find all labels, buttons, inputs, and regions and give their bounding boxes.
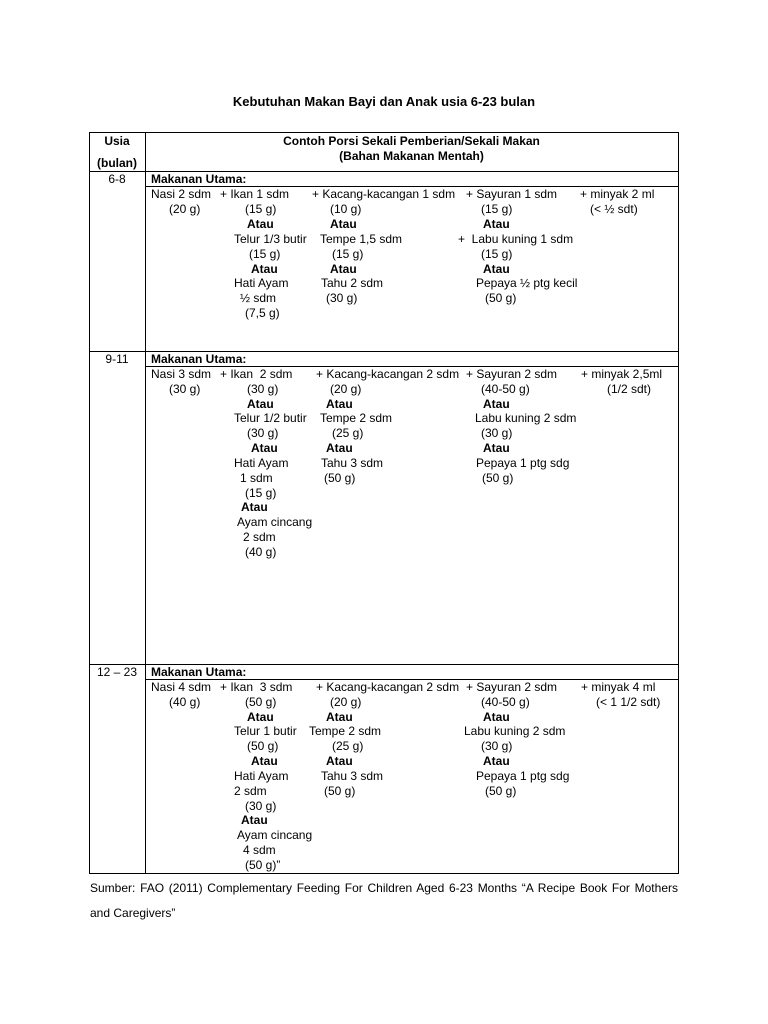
atau-label: Atau [251, 441, 278, 455]
atau-label: Atau [483, 262, 510, 276]
minyak-weight: (1/2 sdt) [607, 382, 652, 396]
ayam-weight: (50 g)” [245, 858, 281, 872]
atau-label: Atau [483, 217, 510, 231]
tahu-weight: (50 g) [324, 784, 356, 798]
tahu-amount: Tahu 3 sdm [321, 769, 384, 783]
pepaya-weight: (50 g) [485, 784, 517, 798]
row-heading: Makanan Utama: [151, 352, 247, 366]
kacang-amount: + Kacang-kacangan 1 sdm [312, 187, 456, 201]
tahu-amount: Tahu 2 sdm [321, 276, 384, 290]
minyak-amount: + minyak 2,5ml [581, 367, 663, 381]
table-border-bottom [89, 873, 679, 874]
hati-quantity: 1 sdm [240, 471, 273, 485]
atau-label: Atau [241, 500, 268, 514]
nasi-amount: Nasi 3 sdm [151, 367, 212, 381]
labu-weight: (15 g) [481, 247, 513, 261]
telur-weight: (50 g) [247, 739, 279, 753]
atau-label: Atau [483, 397, 510, 411]
tahu-weight: (30 g) [326, 291, 358, 305]
tahu-amount: Tahu 3 sdm [321, 456, 384, 470]
minyak-amount: + minyak 4 ml [581, 680, 656, 694]
row-age-9-11: 9-11 [105, 352, 129, 366]
hati-amount: Hati Ayam [234, 276, 289, 290]
sayur-weight: (40-50 g) [481, 382, 530, 396]
pepaya-weight: (50 g) [485, 291, 517, 305]
table-border-top [89, 132, 679, 133]
hati-weight: (30 g) [245, 799, 277, 813]
atau-label: Atau [483, 754, 510, 768]
sayur-amount: + Sayuran 2 sdm [466, 680, 558, 694]
kacang-weight: (10 g) [330, 202, 362, 216]
nasi-amount: Nasi 4 sdm [151, 680, 212, 694]
ayam-quantity: 2 sdm [243, 530, 276, 544]
atau-label: Atau [326, 754, 353, 768]
header-portion-label: Contoh Porsi Sekali Pemberian/Sekali Makan [283, 134, 540, 148]
nasi-weight: (20 g) [169, 202, 201, 216]
atau-label: Atau [247, 710, 274, 724]
labu-weight: (30 g) [481, 426, 513, 440]
tempe-amount: Tempe 1,5 sdm [320, 232, 403, 246]
atau-label: Atau [326, 441, 353, 455]
row-age-6-8: 6-8 [108, 172, 126, 186]
ikan-weight: (50 g) [245, 695, 277, 709]
pepaya-amount: Pepaya ½ ptg kecil [476, 276, 578, 290]
table-border-left [89, 132, 90, 874]
minyak-weight: (< ½ sdt) [590, 202, 638, 216]
hati-amount: Hati Ayam [234, 456, 289, 470]
source-citation: Sumber: FAO (2011) Complementary Feeding For Children Aged 6-23 Months “A Recipe Book For Mothers and Caregivers” [90, 881, 678, 920]
telur-amount: Telur 1 butir [234, 724, 297, 738]
tempe-weight: (25 g) [332, 426, 364, 440]
page-title: Kebutuhan Makan Bayi dan Anak usia 6-23 bulan [232, 94, 536, 109]
tempe-amount: Tempe 2 sdm [309, 724, 382, 738]
sayur-weight: (15 g) [481, 202, 513, 216]
tahu-weight: (50 g) [324, 471, 356, 485]
column-divider [145, 132, 146, 874]
sayur-amount: + Sayuran 2 sdm [466, 367, 558, 381]
atau-label: Atau [247, 397, 274, 411]
labu-amount: + Labu kuning 1 sdm [458, 232, 574, 246]
atau-label: Atau [326, 397, 353, 411]
nasi-amount: Nasi 2 sdm [151, 187, 212, 201]
ayam-weight: (40 g) [245, 545, 277, 559]
kacang-weight: (20 g) [330, 382, 362, 396]
labu-weight: (30 g) [481, 739, 513, 753]
ayam-quantity: 4 sdm [243, 843, 276, 857]
nasi-weight: (30 g) [169, 382, 201, 396]
ikan-weight: (15 g) [245, 202, 277, 216]
nasi-weight: (40 g) [169, 695, 201, 709]
header-age-unit: (bulan) [97, 156, 137, 170]
labu-amount: Labu kuning 2 sdm [475, 411, 577, 425]
atau-label: Atau [483, 710, 510, 724]
ikan-amount: + Ikan 2 sdm [220, 367, 293, 381]
table-border-right [678, 132, 679, 874]
ikan-weight: (30 g) [247, 382, 279, 396]
minyak-weight: (< 1 1/2 sdt) [596, 695, 661, 709]
atau-label: Atau [251, 754, 278, 768]
tempe-weight: (25 g) [332, 739, 364, 753]
telur-weight: (30 g) [247, 426, 279, 440]
hati-quantity: 2 sdm [234, 784, 267, 798]
row-heading: Makanan Utama: [151, 665, 247, 679]
atau-label: Atau [241, 813, 268, 827]
atau-label: Atau [330, 262, 357, 276]
tempe-amount: Tempe 2 sdm [320, 411, 393, 425]
pepaya-amount: Pepaya 1 ptg sdg [476, 769, 570, 783]
kacang-amount: + Kacang-kacangan 2 sdm [316, 367, 460, 381]
telur-amount: Telur 1/2 butir [234, 411, 307, 425]
minyak-amount: + minyak 2 ml [580, 187, 655, 201]
sayur-amount: + Sayuran 1 sdm [466, 187, 558, 201]
row-age-12-23: 12 – 23 [96, 665, 138, 679]
pepaya-amount: Pepaya 1 ptg sdg [476, 456, 570, 470]
hati-weight: (15 g) [245, 486, 277, 500]
atau-label: Atau [483, 441, 510, 455]
ikan-amount: + Ikan 1 sdm [220, 187, 290, 201]
atau-label: Atau [326, 710, 353, 724]
ayam-amount: Ayam cincang [237, 828, 313, 842]
tempe-weight: (15 g) [332, 247, 364, 261]
sayur-weight: (40-50 g) [481, 695, 530, 709]
hati-quantity: ½ sdm [240, 291, 277, 305]
atau-label: Atau [330, 217, 357, 231]
pepaya-weight: (50 g) [482, 471, 514, 485]
atau-label: Atau [251, 262, 278, 276]
hati-weight: (7,5 g) [245, 306, 280, 320]
row-heading: Makanan Utama: [151, 172, 247, 186]
kacang-amount: + Kacang-kacangan 2 sdm [316, 680, 460, 694]
header-age-label: Usia [104, 134, 130, 148]
header-portion-sublabel: (Bahan Makanan Mentah) [339, 149, 484, 163]
kacang-weight: (20 g) [330, 695, 362, 709]
hati-amount: Hati Ayam [234, 769, 289, 783]
atau-label: Atau [247, 217, 274, 231]
telur-amount: Telur 1/3 butir [234, 232, 307, 246]
labu-amount: Labu kuning 2 sdm [464, 724, 566, 738]
ayam-amount: Ayam cincang [237, 515, 313, 529]
ikan-amount: + Ikan 3 sdm [220, 680, 293, 694]
telur-weight: (15 g) [249, 247, 281, 261]
